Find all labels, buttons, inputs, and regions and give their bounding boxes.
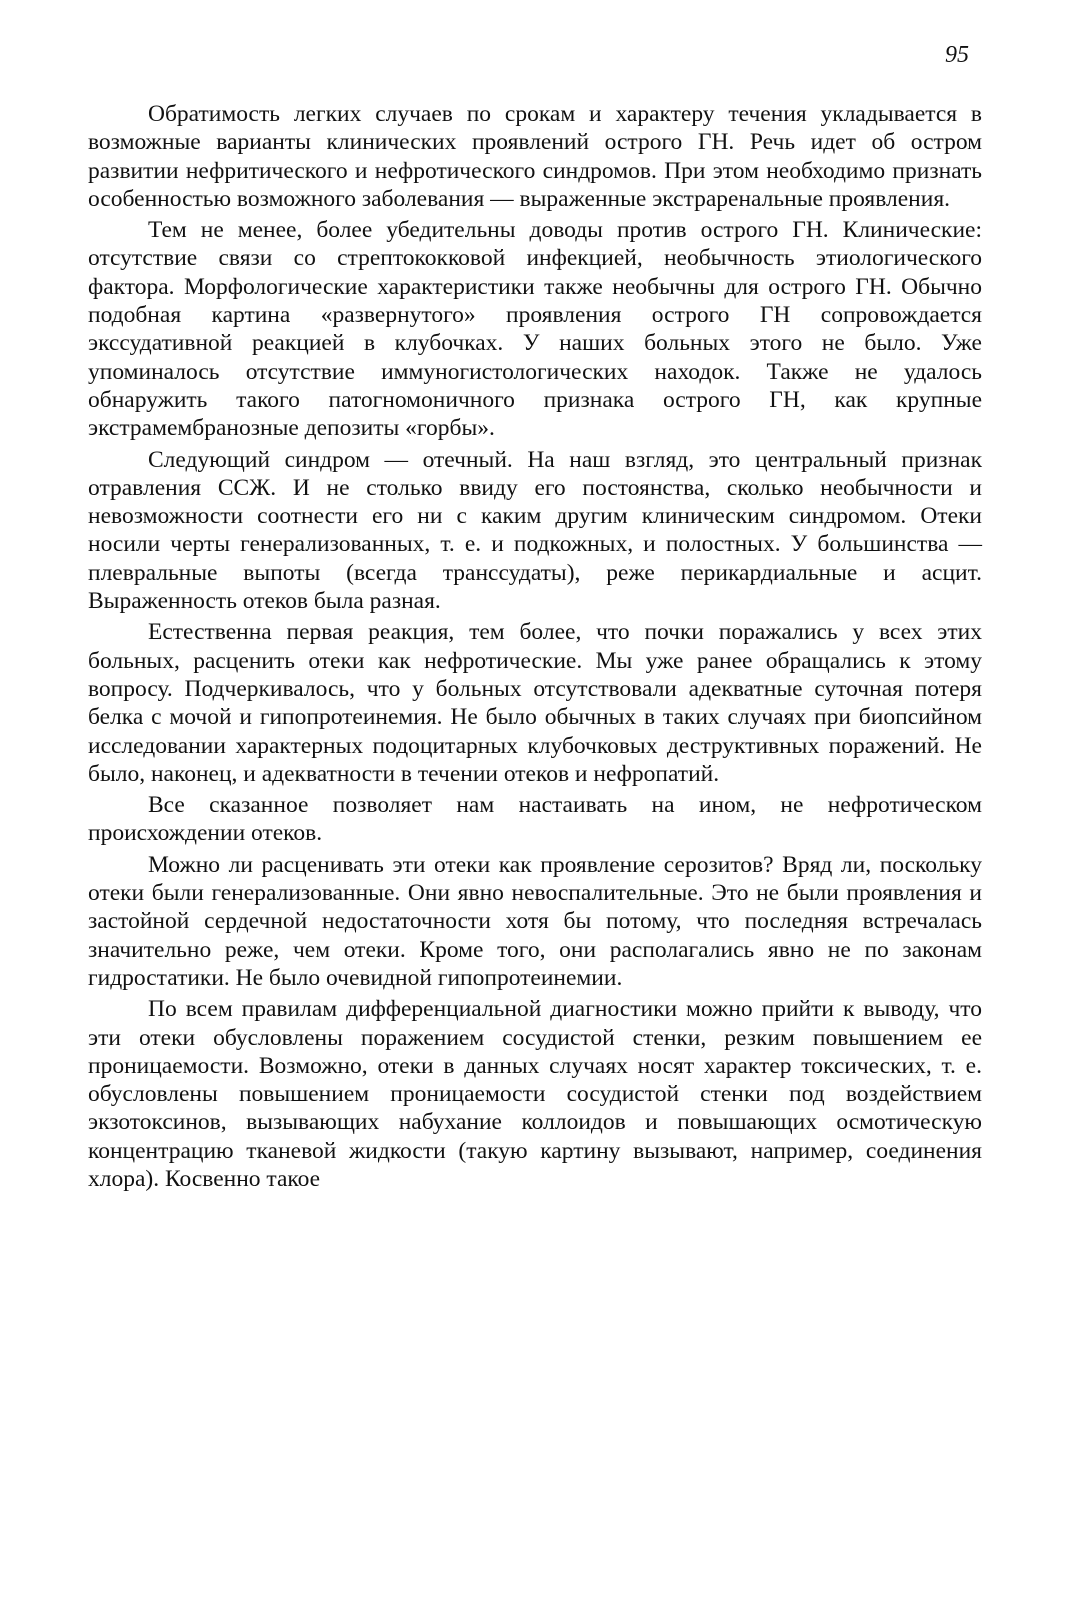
paragraph: Можно ли расценивать эти отеки как проявление серозитов? Вряд ли, поскольку отеки были генерализованные. Они явно невоспалительные. Это не были проявления и застойной сердечной недостаточности хотя бы потому, что последняя встречалась значительно реже, чем отеки. Кроме того, они располагались явно не по законам гидростатики. Не было очевидной гипопротеинемии. <box>88 851 982 991</box>
paragraph: Тем не менее, более убедительны доводы против острого ГН. Клинические: отсутствие связи со стрептококковой инфекцией, необычность этиологического фактора. Морфологические характеристики также необычны для острого ГН. Обычно подобная картина «развернутого» проявления острого ГН сопровождается экссудативной реакцией в клубочках. У наших больных этого не было. Уже упоминалось отсутствие иммуногистологических находок. Также не удалось обнаружить такого патогномоничного признака острого ГН, как крупные экстрамембранозные депозиты «горбы». <box>88 217 982 442</box>
paragraph: Все сказанное позволяет нам настаивать на ином, не нефротическом происхождении отеков. <box>88 792 982 847</box>
paragraph: Обратимость легких случаев по срокам и характеру течения укладывается в возможные варианты клинических проявлений острого ГН. Речь идет об остром развитии нефритического и нефротического синдромов. При этом необходимо признать особенностью возможного заболевания — выраженные экстраренальные проявления. <box>88 101 982 212</box>
body-text <box>88 100 982 1196</box>
paragraph: По всем правилам дифференциальной диагностики можно прийти к выводу, что эти отеки обусловлены поражением сосудистой стенки, резким повышением ее проницаемости. Возможно, отеки в данных случаях носят характер токсических, т. е. обусловлены повышением проницаемости сосудистой стенки под воздействием экзотоксинов, вызывающих набухание коллоидов и повышающих осмотическую концентрацию тканевой жидкости (такую картину вызывают, например, соединения хлора). Косвенно такое <box>88 996 982 1192</box>
paragraph: Следующий синдром — отечный. На наш взгляд, это центральный признак отравления ССЖ. И не столько ввиду его постоянства, сколько необычности и невозможности соотнести его ни с каким другим клиническим синдромом. Отеки носили черты генерализованных, т. е. и подкожных, и полостных. У большинства — плевральные выпоты (всегда транссудаты), реже перикардиальные и асцит. Выраженность отеков была разная. <box>88 446 982 615</box>
paragraph: Естественна первая реакция, тем более, что почки поражались у всех этих больных, расценить отеки как нефротические. Мы уже ранее обращались к этому вопросу. Подчеркивалось, что у больных отсутствовали адекватные суточная потеря белка с мочой и гипопротеинемия. Не было обычных в таких случаях при биопсийном исследовании характерных подоцитарных клубочковых деструктивных поражений. Не было, наконец, и адекватности в течении отеков и нефропатий. <box>88 619 982 787</box>
page-number: 95 <box>945 42 969 68</box>
